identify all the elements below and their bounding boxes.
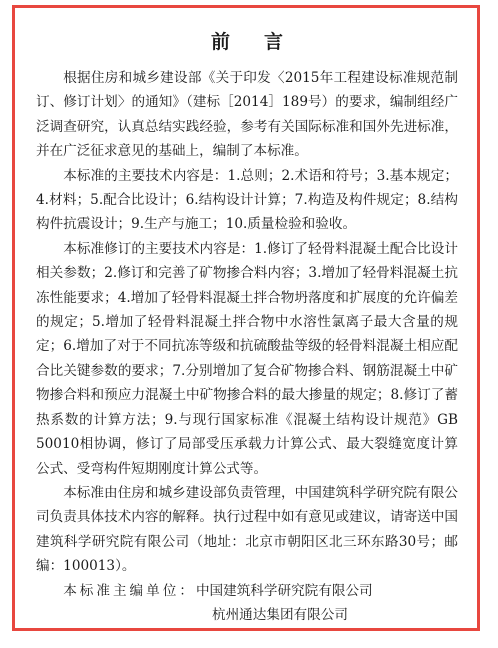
chief-editor-line bbox=[36, 579, 458, 603]
paragraph-revision-contents: 本标准修订的主要技术内容是：1.修订了轻骨料混凝土配合比设计相关参数；2.修订和完善了矿物掺合料内容；3.增加了轻骨料混凝土抗冻性能要求；4.增加了轻骨料混凝土拌合物坍落度和扩展度的允许偏差的规定；5.增加了轻骨料混凝土拌合物中水溶性氯离子最大含量的规定；6.增加了对于不同抗冻等级和抗硫酸盐等级的轻骨料混凝土相应配合比关键参数的要求；7.分别增加了复合矿物掺合料、钢筋混凝土中矿物掺合料和预应力混凝土中矿物掺合料的最大掺量的规定；8.修订了蓄热系数的计算方法；9.与现行国家标准《混凝土结构设计规范》GB 50010相协调，修订了局部受压承载力计算公式、最大裂缝宽度计算公式、受弯构件短期刚度计算公式等。 bbox=[36, 240, 458, 477]
paragraph-main-contents: 本标准的主要技术内容是：1.总则；2.术语和符号；3.基本规定；4.材料；5.配合比设计；6.结构设计计算；7.构造及构件规定；8.结构构件抗震设计；9.生产与施工；10.质量检验和验收。 bbox=[36, 167, 458, 233]
chief-editor-org-2: 杭州通达集团有限公司 bbox=[212, 606, 348, 623]
paragraph-management: 本标准由住房和城乡建设部负责管理，中国建筑科学研究院有限公司负责具体技术内容的解释。执行过程中如有意见或建议，请寄送中国建筑科学研究院有限公司（地址：北京市朝阳区北三环东路30号；邮编：100013）。 bbox=[36, 484, 458, 575]
paragraph-basis: 根据住房和城乡建设部《关于印发〈2015年工程建设标准规范制订、修订计划〉的通知》（建标［2014］189号）的要求，编制组经广泛调查研究，认真总结实践经验，参考有关国际标准和国外先进标准，并在广泛征求意见的基础上，编制了本标准。 bbox=[36, 70, 458, 160]
chief-editor-label: 本标准主编单位： bbox=[63, 582, 196, 599]
chief-editor-line-2 bbox=[36, 603, 458, 627]
chief-editor-org-1: 中国建筑科学研究院有限公司 bbox=[195, 582, 373, 599]
document-page bbox=[36, 14, 458, 634]
page-title: 前言 bbox=[210, 31, 317, 53]
